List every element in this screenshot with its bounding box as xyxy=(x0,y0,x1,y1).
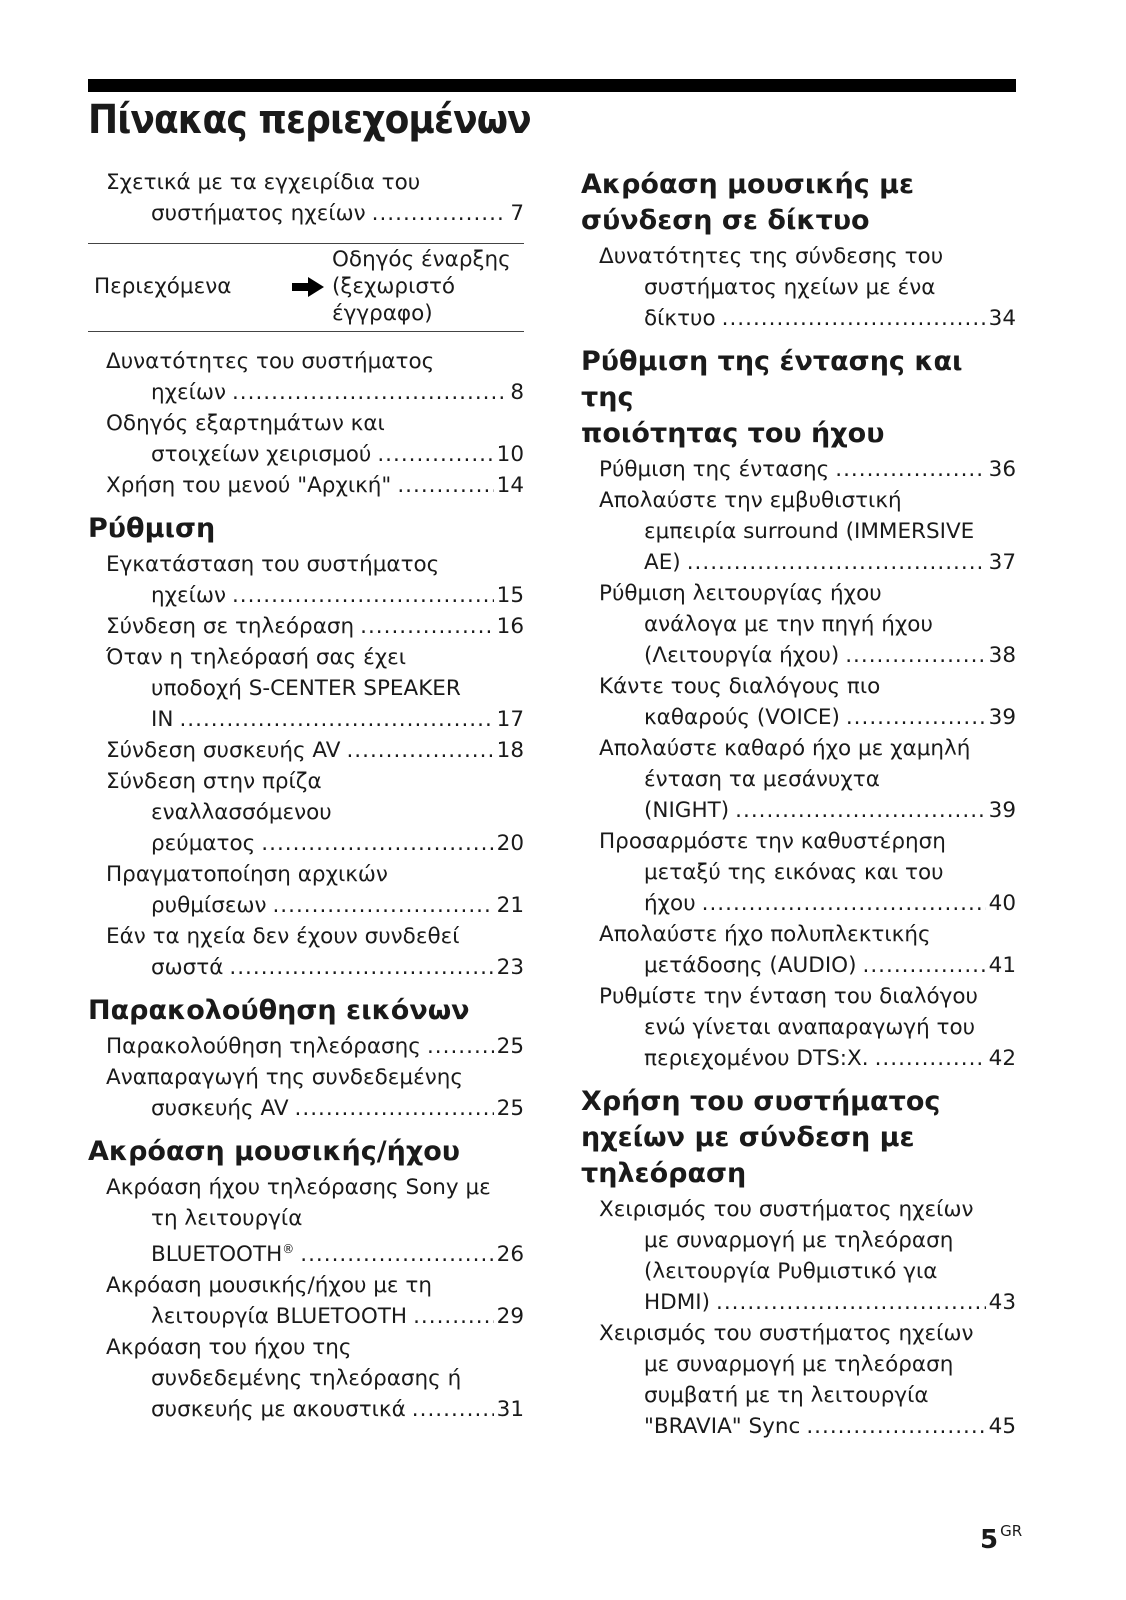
dot-leader xyxy=(702,888,986,919)
dot-leader xyxy=(377,439,493,470)
toc-page-number: 40 xyxy=(988,891,1016,916)
toc-entry-last-line xyxy=(581,640,1016,671)
toc-entry-text: Πραγματοποίηση αρχικών xyxy=(106,862,388,887)
toc-entry[interactable] xyxy=(88,859,524,921)
toc-entry-text: Εάν τα ηχεία δεν έχουν συνδεθεί xyxy=(106,924,460,949)
toc-entry-text: Ρύθμιση της έντασης xyxy=(599,457,830,482)
toc-entry-last-line xyxy=(581,702,1016,733)
dot-leader xyxy=(295,1093,494,1124)
toc-entry[interactable] xyxy=(88,735,524,766)
toc-entry-text: Δυνατότητες της σύνδεσης του xyxy=(599,244,944,269)
toc-entry-last-line xyxy=(88,1394,524,1425)
toc-entry-text: ενώ γίνεται αναπαραγωγή του xyxy=(644,1015,976,1040)
toc-entry-text: Σύνδεση σε τηλεόραση xyxy=(106,614,355,639)
toc-entry-text: AE) xyxy=(644,550,681,575)
toc-entry[interactable] xyxy=(88,611,524,642)
toc-page-number: 29 xyxy=(496,1304,524,1330)
toc-entry[interactable] xyxy=(581,485,1016,578)
toc-entry-text: Χειρισμός του συστήματος ηχείων xyxy=(599,1321,974,1346)
toc-entry-text: Παρακολούθηση τηλεόρασης xyxy=(106,1034,421,1059)
toc-entry-text: BLUETOOTH® xyxy=(151,1242,295,1268)
toc-entry-text: Απολαύστε την εμβυθιστική xyxy=(599,488,902,513)
toc-entry-last-line xyxy=(581,303,1016,334)
toc-entry-text: συστήματος ηχείων με ένα xyxy=(644,275,936,300)
toc-entry-text: σωστά xyxy=(151,955,224,980)
toc-page-number: 43 xyxy=(988,1290,1016,1315)
dot-leader xyxy=(229,952,493,983)
toc-entry-text: Ακρόαση μουσικής/ήχου με τη xyxy=(106,1273,432,1299)
dot-leader xyxy=(862,950,985,981)
toc-entry-last-line xyxy=(88,1093,524,1124)
dot-leader xyxy=(372,198,508,229)
toc-entry-text: Προσαρμόστε την καθυστέρηση xyxy=(599,829,946,854)
toc-entry-text: λειτουργία BLUETOOTH xyxy=(151,1304,408,1330)
note-label: Περιεχόμενα xyxy=(94,274,232,299)
toc-entry-text: συσκευής AV xyxy=(151,1096,289,1121)
toc-entry-text: Σύνδεση συσκευής AV xyxy=(106,738,341,763)
toc-entry-text: Χρήση του μενού "Αρχική" xyxy=(106,473,392,498)
section-heading xyxy=(581,344,1016,452)
toc-entry-text: ένταση τα μεσάνυχτα xyxy=(644,767,880,792)
toc-entry-last-line xyxy=(581,454,1016,485)
toc-entry[interactable] xyxy=(88,1062,524,1124)
dot-leader xyxy=(845,640,985,671)
toc-page-number: 38 xyxy=(988,643,1016,668)
toc-entry-text: συμβατή με τη λειτουργία xyxy=(644,1383,929,1408)
dot-leader xyxy=(735,795,985,826)
toc-entry-text: ηχείων xyxy=(151,583,226,608)
toc-entry[interactable] xyxy=(581,981,1016,1074)
toc-page-number: 18 xyxy=(496,738,524,763)
toc-page-number: 17 xyxy=(496,707,524,732)
toc-page-number: 39 xyxy=(988,705,1016,730)
toc-entry-last-line xyxy=(88,828,524,859)
toc-entry-last-line xyxy=(88,377,524,408)
toc-entry[interactable] xyxy=(581,1318,1016,1442)
toc-entry-text: υποδοχή S-CENTER SPEAKER xyxy=(151,676,461,701)
dot-leader xyxy=(413,1301,494,1332)
toc-entry-last-line xyxy=(88,952,524,983)
toc-entry[interactable] xyxy=(88,1332,524,1425)
section-heading-line: Χρήση του συστήματος xyxy=(581,1086,941,1117)
section-heading-line: Ακρόαση μουσικής/ήχου xyxy=(88,1136,461,1167)
toc-page-number: 14 xyxy=(496,473,524,498)
note-target-line: (ξεχωριστό xyxy=(332,274,456,299)
toc-entry-last-line xyxy=(88,439,524,470)
section-heading xyxy=(581,167,1016,239)
toc-page-number: 21 xyxy=(496,893,524,918)
toc-entry-text: Χειρισμός του συστήματος ηχείων xyxy=(599,1197,974,1222)
toc-entry[interactable] xyxy=(581,578,1016,671)
toc-page-number: 36 xyxy=(988,457,1016,482)
toc-entry-text: με συναρμογή με τηλεόραση xyxy=(644,1228,954,1253)
toc-page-number: 15 xyxy=(496,583,524,608)
section-heading-line: Ακρόαση μουσικής με xyxy=(581,169,915,200)
toc-page-number: 25 xyxy=(496,1096,524,1121)
toc-entry-text: "BRAVIA" Sync xyxy=(644,1414,801,1439)
toc-entry-text: IN xyxy=(151,707,174,732)
note-target xyxy=(332,246,511,327)
toc-entry-last-line xyxy=(581,1411,1016,1442)
toc-entry-text: περιεχομένου DTS:X. xyxy=(644,1046,869,1071)
toc-entry-last-line xyxy=(581,547,1016,578)
section-heading-line: ηχείων με σύνδεση με xyxy=(581,1122,915,1153)
dot-leader xyxy=(806,1411,985,1442)
toc-entry[interactable] xyxy=(88,921,524,983)
toc-page-number: 25 xyxy=(496,1034,524,1059)
toc-entry-text: ανάλογα με την πηγή ήχου xyxy=(644,612,933,637)
toc-entry-text: Ρυθμίστε την ένταση του διαλόγου xyxy=(599,984,978,1009)
toc-entry[interactable] xyxy=(88,408,524,470)
section-heading-line: τηλεόραση xyxy=(581,1158,747,1189)
toc-entry-text: εναλλασσόμενου xyxy=(151,800,332,825)
toc-entry-last-line xyxy=(581,1043,1016,1074)
dot-leader xyxy=(179,704,493,735)
toc-page-number: 31 xyxy=(496,1397,524,1423)
toc-entry[interactable] xyxy=(88,1270,524,1332)
toc-entry-last-line xyxy=(88,735,524,766)
toc-entry-text: (λειτουργία Ρυθμιστικό για xyxy=(644,1259,938,1284)
toc-entry-text: Εγκατάσταση του συστήματος xyxy=(106,552,440,577)
section-heading-line: ποιότητας του ήχου xyxy=(581,418,885,449)
section-heading-line: Ρύθμιση xyxy=(88,513,216,544)
toc-entry-last-line xyxy=(88,1234,524,1270)
toc-entry[interactable] xyxy=(88,766,524,859)
separate-document-note xyxy=(88,243,524,332)
dot-leader xyxy=(412,1394,494,1425)
toc-entry-last-line xyxy=(88,704,524,735)
section-heading xyxy=(88,511,524,547)
toc-entry-last-line xyxy=(581,888,1016,919)
toc-entry-text: εμπειρία surround (IMMERSIVE xyxy=(644,519,975,544)
section-heading xyxy=(88,1134,524,1170)
toc-entry[interactable] xyxy=(581,733,1016,826)
toc-entry-text: ρυθμίσεων xyxy=(151,893,267,918)
top-rule xyxy=(88,79,1016,92)
toc-entry-text: Σχετικά με τα εγχειρίδια του xyxy=(106,170,421,195)
page-title: Πίνακας περιεχομένων xyxy=(88,97,531,143)
toc-entry-text: μετάδοσης (AUDIO) xyxy=(644,953,857,978)
dot-leader xyxy=(722,303,986,334)
dot-leader xyxy=(835,454,985,485)
toc-entry-text: ηχείων xyxy=(151,380,226,405)
section-heading-line: σύνδεση σε δίκτυο xyxy=(581,205,870,236)
toc-page-number: 10 xyxy=(496,442,524,467)
toc-entry-last-line xyxy=(581,795,1016,826)
toc-page-number: 20 xyxy=(496,831,524,856)
toc-entry-text: μεταξύ της εικόνας και του xyxy=(644,860,944,885)
toc-entry-text: HDMI) xyxy=(644,1290,711,1315)
toc-entry-last-line xyxy=(581,950,1016,981)
toc-entry[interactable] xyxy=(88,1031,524,1062)
toc-entry-last-line xyxy=(581,1287,1016,1318)
toc-column-left xyxy=(88,167,524,1425)
toc-page-number: 16 xyxy=(496,614,524,639)
dot-leader xyxy=(846,702,986,733)
toc-entry-text: Όταν η τηλεόρασή σας έχει xyxy=(106,645,407,670)
toc-column-right xyxy=(581,167,1016,1442)
toc-page-number: 34 xyxy=(988,306,1016,331)
toc-entry-text: Αναπαραγωγή της συνδεδεμένης xyxy=(106,1065,463,1090)
toc-entry[interactable] xyxy=(581,671,1016,733)
toc-page-number: 37 xyxy=(988,550,1016,575)
toc-entry-text: δίκτυο xyxy=(644,306,716,331)
toc-entry-last-line xyxy=(88,198,524,229)
toc-entry-text: ρεύματος xyxy=(151,831,256,856)
note-target-line: Οδηγός έναρξης xyxy=(332,247,511,272)
toc-entry[interactable] xyxy=(88,549,524,611)
dot-leader xyxy=(261,828,493,859)
toc-entry-text: Ακρόαση ήχου τηλεόρασης Sony με xyxy=(106,1175,491,1200)
toc-entry-text: (Λειτουργία ήχου) xyxy=(644,643,840,668)
toc-page-number: 8 xyxy=(510,380,524,405)
toc-entry-text: Κάντε τους διαλόγους πιο xyxy=(599,674,881,699)
page-number-suffix: GR xyxy=(1000,1522,1023,1540)
toc-page-number: 39 xyxy=(988,798,1016,823)
toc-entry-text: Ρύθμιση λειτουργίας ήχου xyxy=(599,581,882,606)
toc-entry[interactable] xyxy=(88,1172,524,1270)
toc-entry-text: (NIGHT) xyxy=(644,798,730,823)
dot-leader xyxy=(300,1239,493,1270)
right-arrow-icon xyxy=(292,277,332,297)
toc-entry-text: συστήματος ηχείων xyxy=(151,201,366,226)
toc-page-number: 7 xyxy=(510,201,524,226)
section-heading-line: Παρακολούθηση εικόνων xyxy=(88,995,470,1026)
toc-entry-last-line xyxy=(88,1301,524,1332)
toc-entry-last-line xyxy=(88,470,524,501)
toc-entry-text: Ακρόαση του ήχου της xyxy=(106,1335,352,1361)
section-heading-line: Ρύθμιση της έντασης και της xyxy=(581,346,963,413)
toc-entry[interactable] xyxy=(88,642,524,735)
toc-page-number: 41 xyxy=(988,953,1016,978)
dot-leader xyxy=(272,890,493,921)
note-target-line: έγγραφο) xyxy=(332,301,433,326)
toc-page-number: 23 xyxy=(496,955,524,980)
toc-entry[interactable] xyxy=(581,826,1016,919)
dot-leader xyxy=(427,1031,494,1062)
toc-entry-last-line xyxy=(88,611,524,642)
toc-entry-last-line xyxy=(88,1031,524,1062)
toc-entry-text: Απολαύστε καθαρό ήχο με χαμηλή xyxy=(599,736,971,761)
toc-entry-text: με συναρμογή με τηλεόραση xyxy=(644,1352,954,1377)
toc-entry-text: συσκευής με ακουστικά xyxy=(151,1397,406,1423)
toc-entry[interactable] xyxy=(88,167,524,229)
dot-leader xyxy=(687,547,986,578)
dot-leader xyxy=(232,580,494,611)
dot-leader xyxy=(360,611,494,642)
toc-page-number: 45 xyxy=(988,1414,1016,1439)
toc-entry[interactable] xyxy=(581,1194,1016,1318)
toc-entry[interactable] xyxy=(581,919,1016,981)
toc-entry-text: τη λειτουργία xyxy=(151,1206,303,1231)
dot-leader xyxy=(875,1043,986,1074)
toc-entry[interactable] xyxy=(88,346,524,408)
toc-entry-text: συνδεδεμένης τηλεόρασης ή xyxy=(151,1366,462,1392)
toc-entry-last-line xyxy=(88,890,524,921)
section-heading xyxy=(581,1084,1016,1192)
toc-entry[interactable] xyxy=(581,454,1016,485)
toc-entry[interactable] xyxy=(88,470,524,501)
toc-entry-text: Οδηγός εξαρτημάτων και xyxy=(106,411,385,436)
toc-entry-text: Απολαύστε ήχο πολυπλεκτικής xyxy=(599,922,931,947)
toc-entry-text: Σύνδεση στην πρίζα xyxy=(106,769,322,794)
toc-entry-last-line xyxy=(88,580,524,611)
toc-entry-text: Δυνατότητες του συστήματος xyxy=(106,349,435,374)
section-heading xyxy=(88,993,524,1029)
page-number xyxy=(980,1522,1022,1555)
toc-entry-text: ήχου xyxy=(644,891,696,916)
toc-page-number: 42 xyxy=(988,1046,1016,1071)
dot-leader xyxy=(346,735,493,766)
dot-leader xyxy=(716,1287,986,1318)
toc-page-number: 26 xyxy=(496,1242,524,1268)
toc-entry[interactable] xyxy=(581,241,1016,334)
toc-entry-text: στοιχείων χειρισμού xyxy=(151,442,372,467)
dot-leader xyxy=(397,470,493,501)
page-number-value: 5 xyxy=(980,1525,999,1555)
dot-leader xyxy=(232,377,507,408)
toc-entry-text: καθαρούς (VOICE) xyxy=(644,705,840,730)
